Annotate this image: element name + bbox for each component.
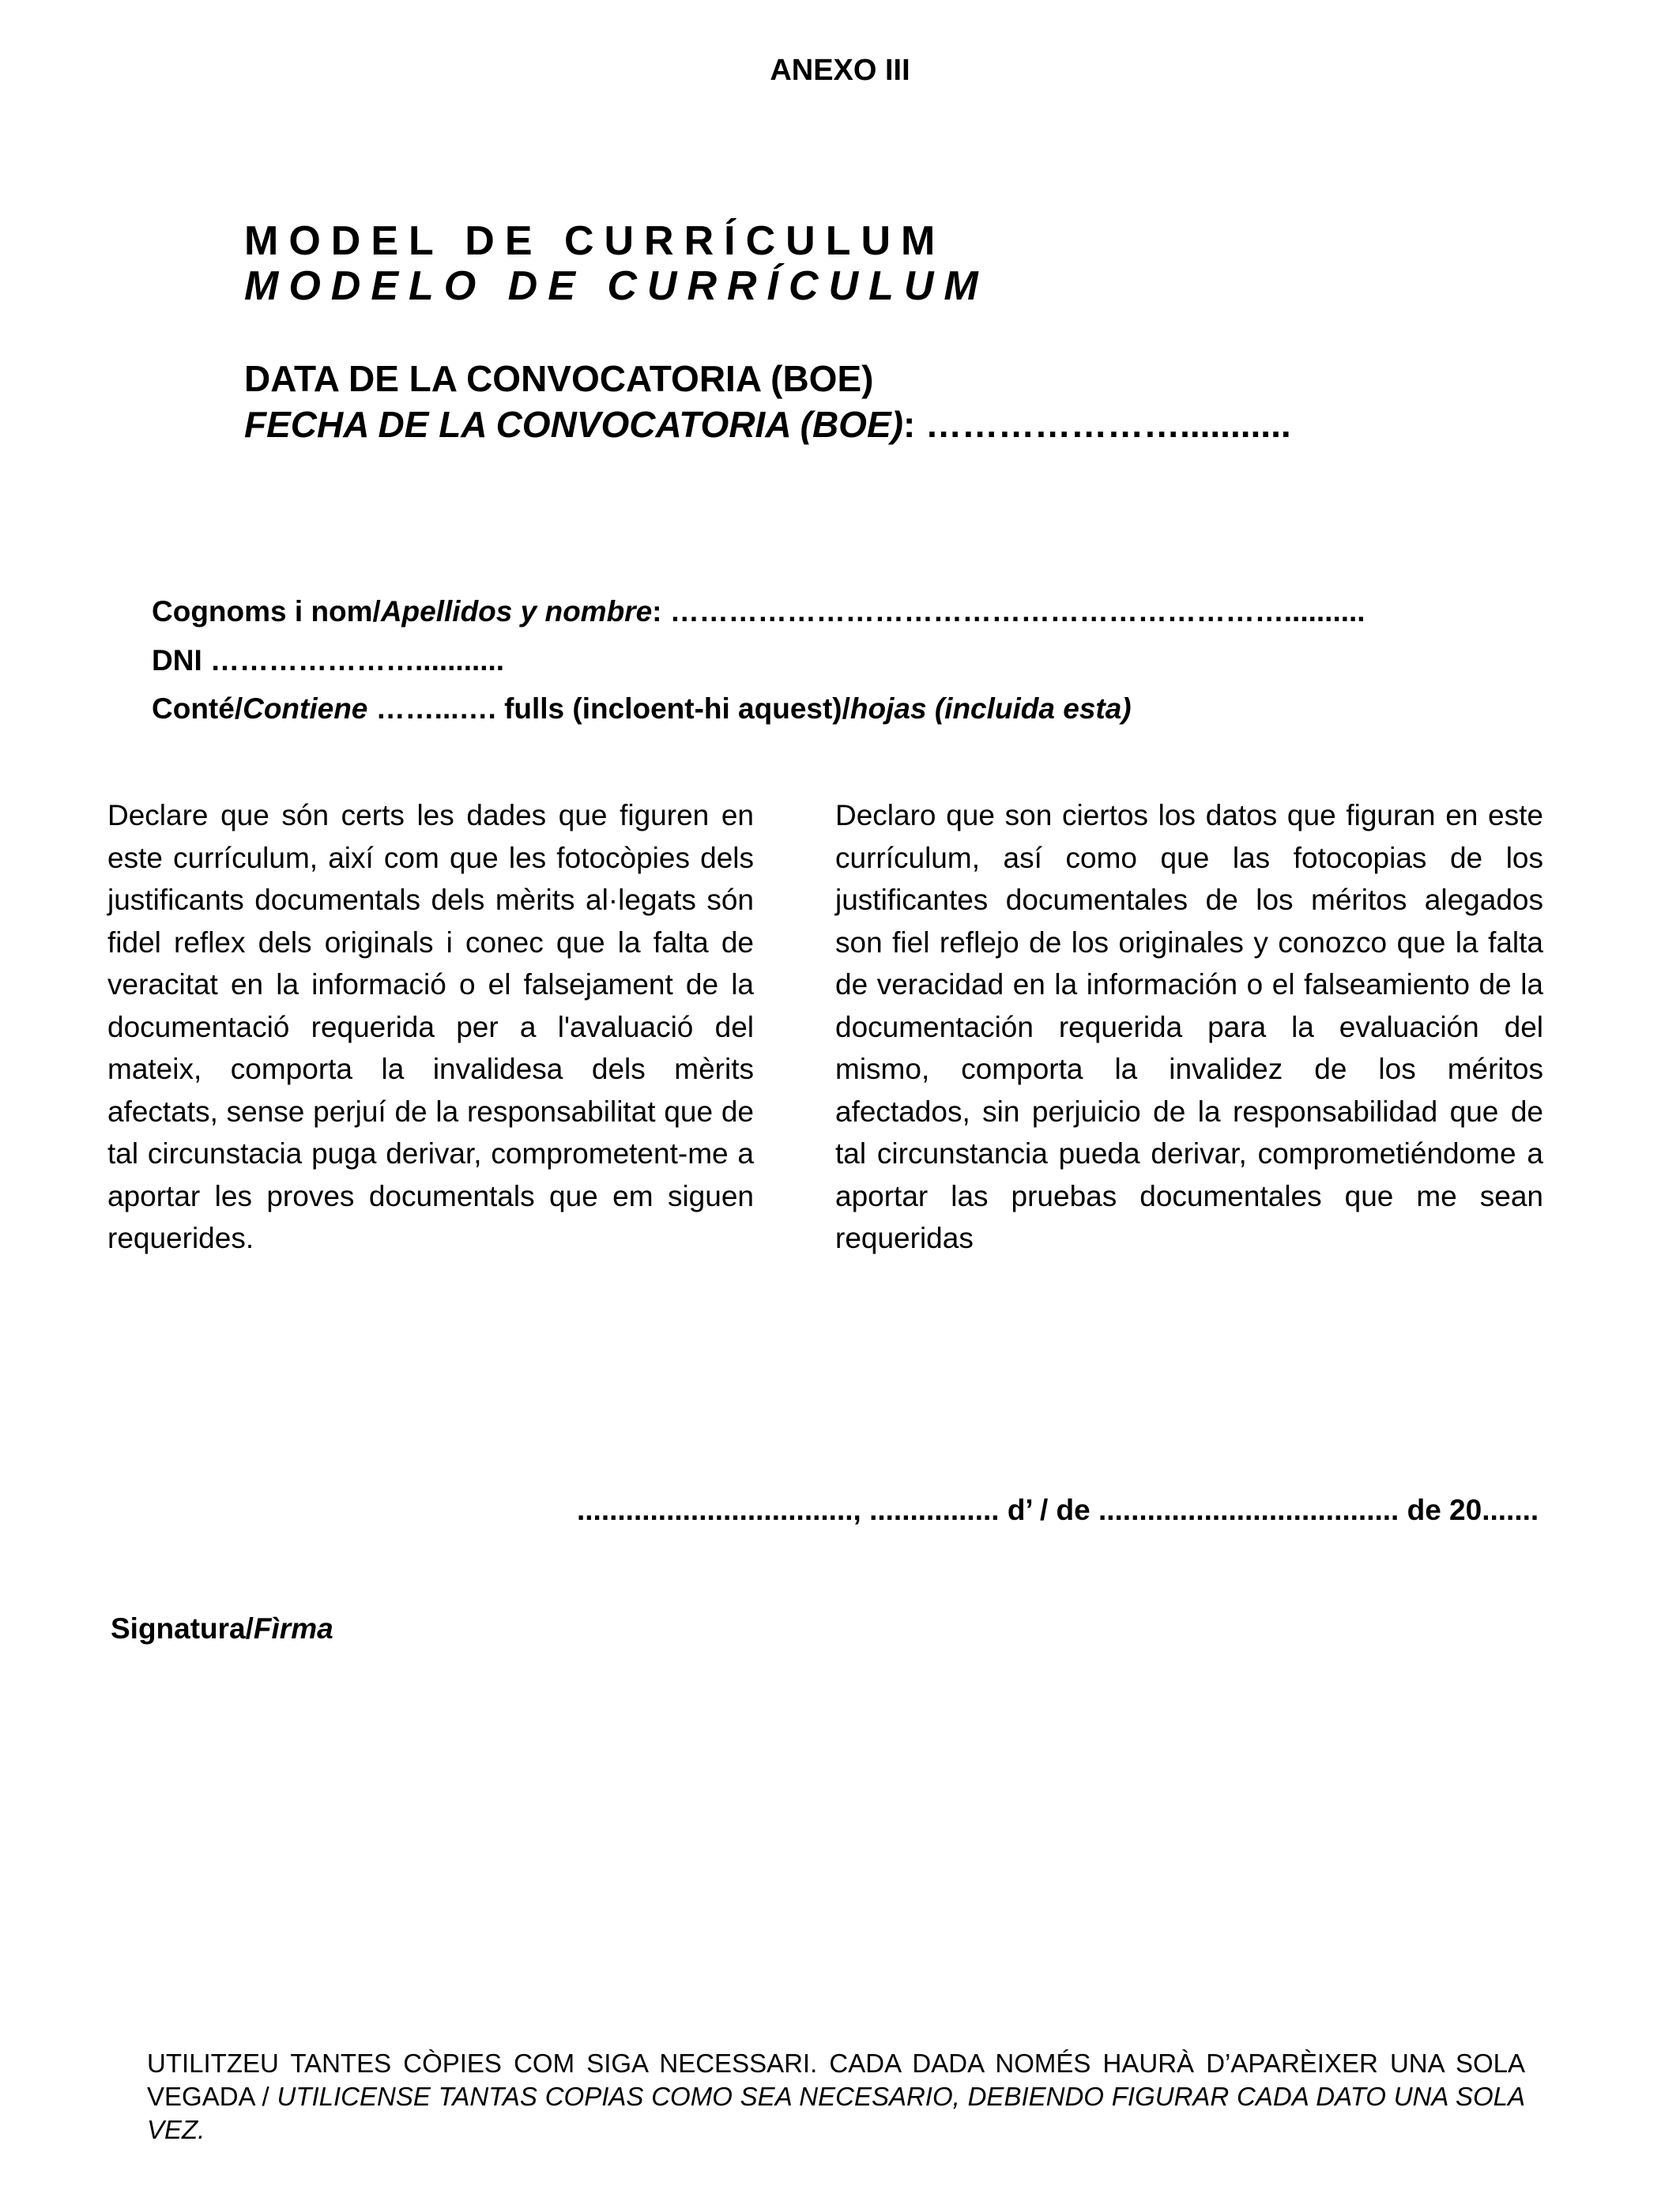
- convocatoria-date-blank[interactable]: …………………...........: [925, 404, 1291, 445]
- model-title-es: MODELO DE CURRÍCULUM: [244, 263, 989, 309]
- annex-title: ANEXO III: [770, 54, 910, 87]
- footer-note-es: UTILICENSE TANTAS COPIAS COMO SEA NECESARIO, DEBIENDO FIGURAR CADA DATO UNA SOLA VEZ.: [147, 2082, 1526, 2144]
- signature-label-es: Fìrma: [253, 1612, 333, 1645]
- convocatoria-separator: :: [902, 404, 926, 445]
- footer-note-ca: UTILITZEU TANTES CÒPIES COM SIGA NECESSARI. CADA DADA NOMÉS HAURÀ D’APARÈIXER UNA SOLA VEGADA /: [147, 2049, 1525, 2111]
- dni-label: DNI: [152, 644, 202, 677]
- signature-label-ca: Signatura/: [111, 1612, 254, 1645]
- pages-blank[interactable]: ……...…. fulls (incloent-hi aquest)/: [367, 692, 850, 725]
- convocatoria-label-es: FECHA DE LA CONVOCATORIA (BOE): [244, 404, 903, 445]
- footer-note: [147, 2047, 1525, 2147]
- name-field-line: [152, 595, 1365, 628]
- declaration-es: Declaro que son ciertos los datos que figuran en este currículum, así como que las fotocopias de los justificantes documentales de los méritos alegados son fiel reflejo de los originales y conozco que la falta de veracidad en la información o el falseamiento de la documentación requerida para la evaluación del mismo, comporta la invalidez de los méritos afectados, sin perjuicio de la responsabilidad que de tal circunstancia pueda derivar, comprometiéndome a aportar las pruebas documentales que me sean requeridas: [835, 799, 1543, 1254]
- model-title-ca: MODEL DE CURRÍCULUM: [244, 218, 946, 264]
- name-blank[interactable]: : ………………………………………………………..........: [652, 595, 1365, 628]
- pages-label-ca: Conté/: [152, 692, 243, 725]
- pages-label-es: Contiene: [243, 692, 368, 725]
- declaration-ca: Declare que són certs les dades que figuren en este currículum, així com que les fotocòpies dels justificants documentals dels mèrits al·legats són fidel reflex dels originals i conec que la falta de veracitat en la informació o el falsejament de la documentació requerida per a l'avaluació del mateix, comporta la invalidesa dels mèrits afectats, sense perjuí de la responsabilitat que de tal circunstacia puga derivar, comprometent-me a aportar les proves documentals que em siguen requerides.: [107, 799, 754, 1254]
- convocatoria-label-ca: DATA DE LA CONVOCATORIA (BOE): [244, 358, 874, 399]
- pages-note-es: hojas (incluida esta): [849, 692, 1132, 725]
- name-label-es: Apellidos y nombre: [380, 595, 653, 628]
- pages-field-line: [152, 692, 1132, 726]
- signature-label: [111, 1612, 333, 1646]
- name-label-ca: Cognoms i nom/: [152, 595, 381, 628]
- place-date-line[interactable]: .................................., ................ d’ / de ..................................... de 20.......: [577, 1494, 1539, 1526]
- dni-blank[interactable]: …………………...........: [202, 644, 505, 677]
- dni-field-line: [152, 644, 504, 677]
- convocatoria-line-es: [244, 403, 1291, 446]
